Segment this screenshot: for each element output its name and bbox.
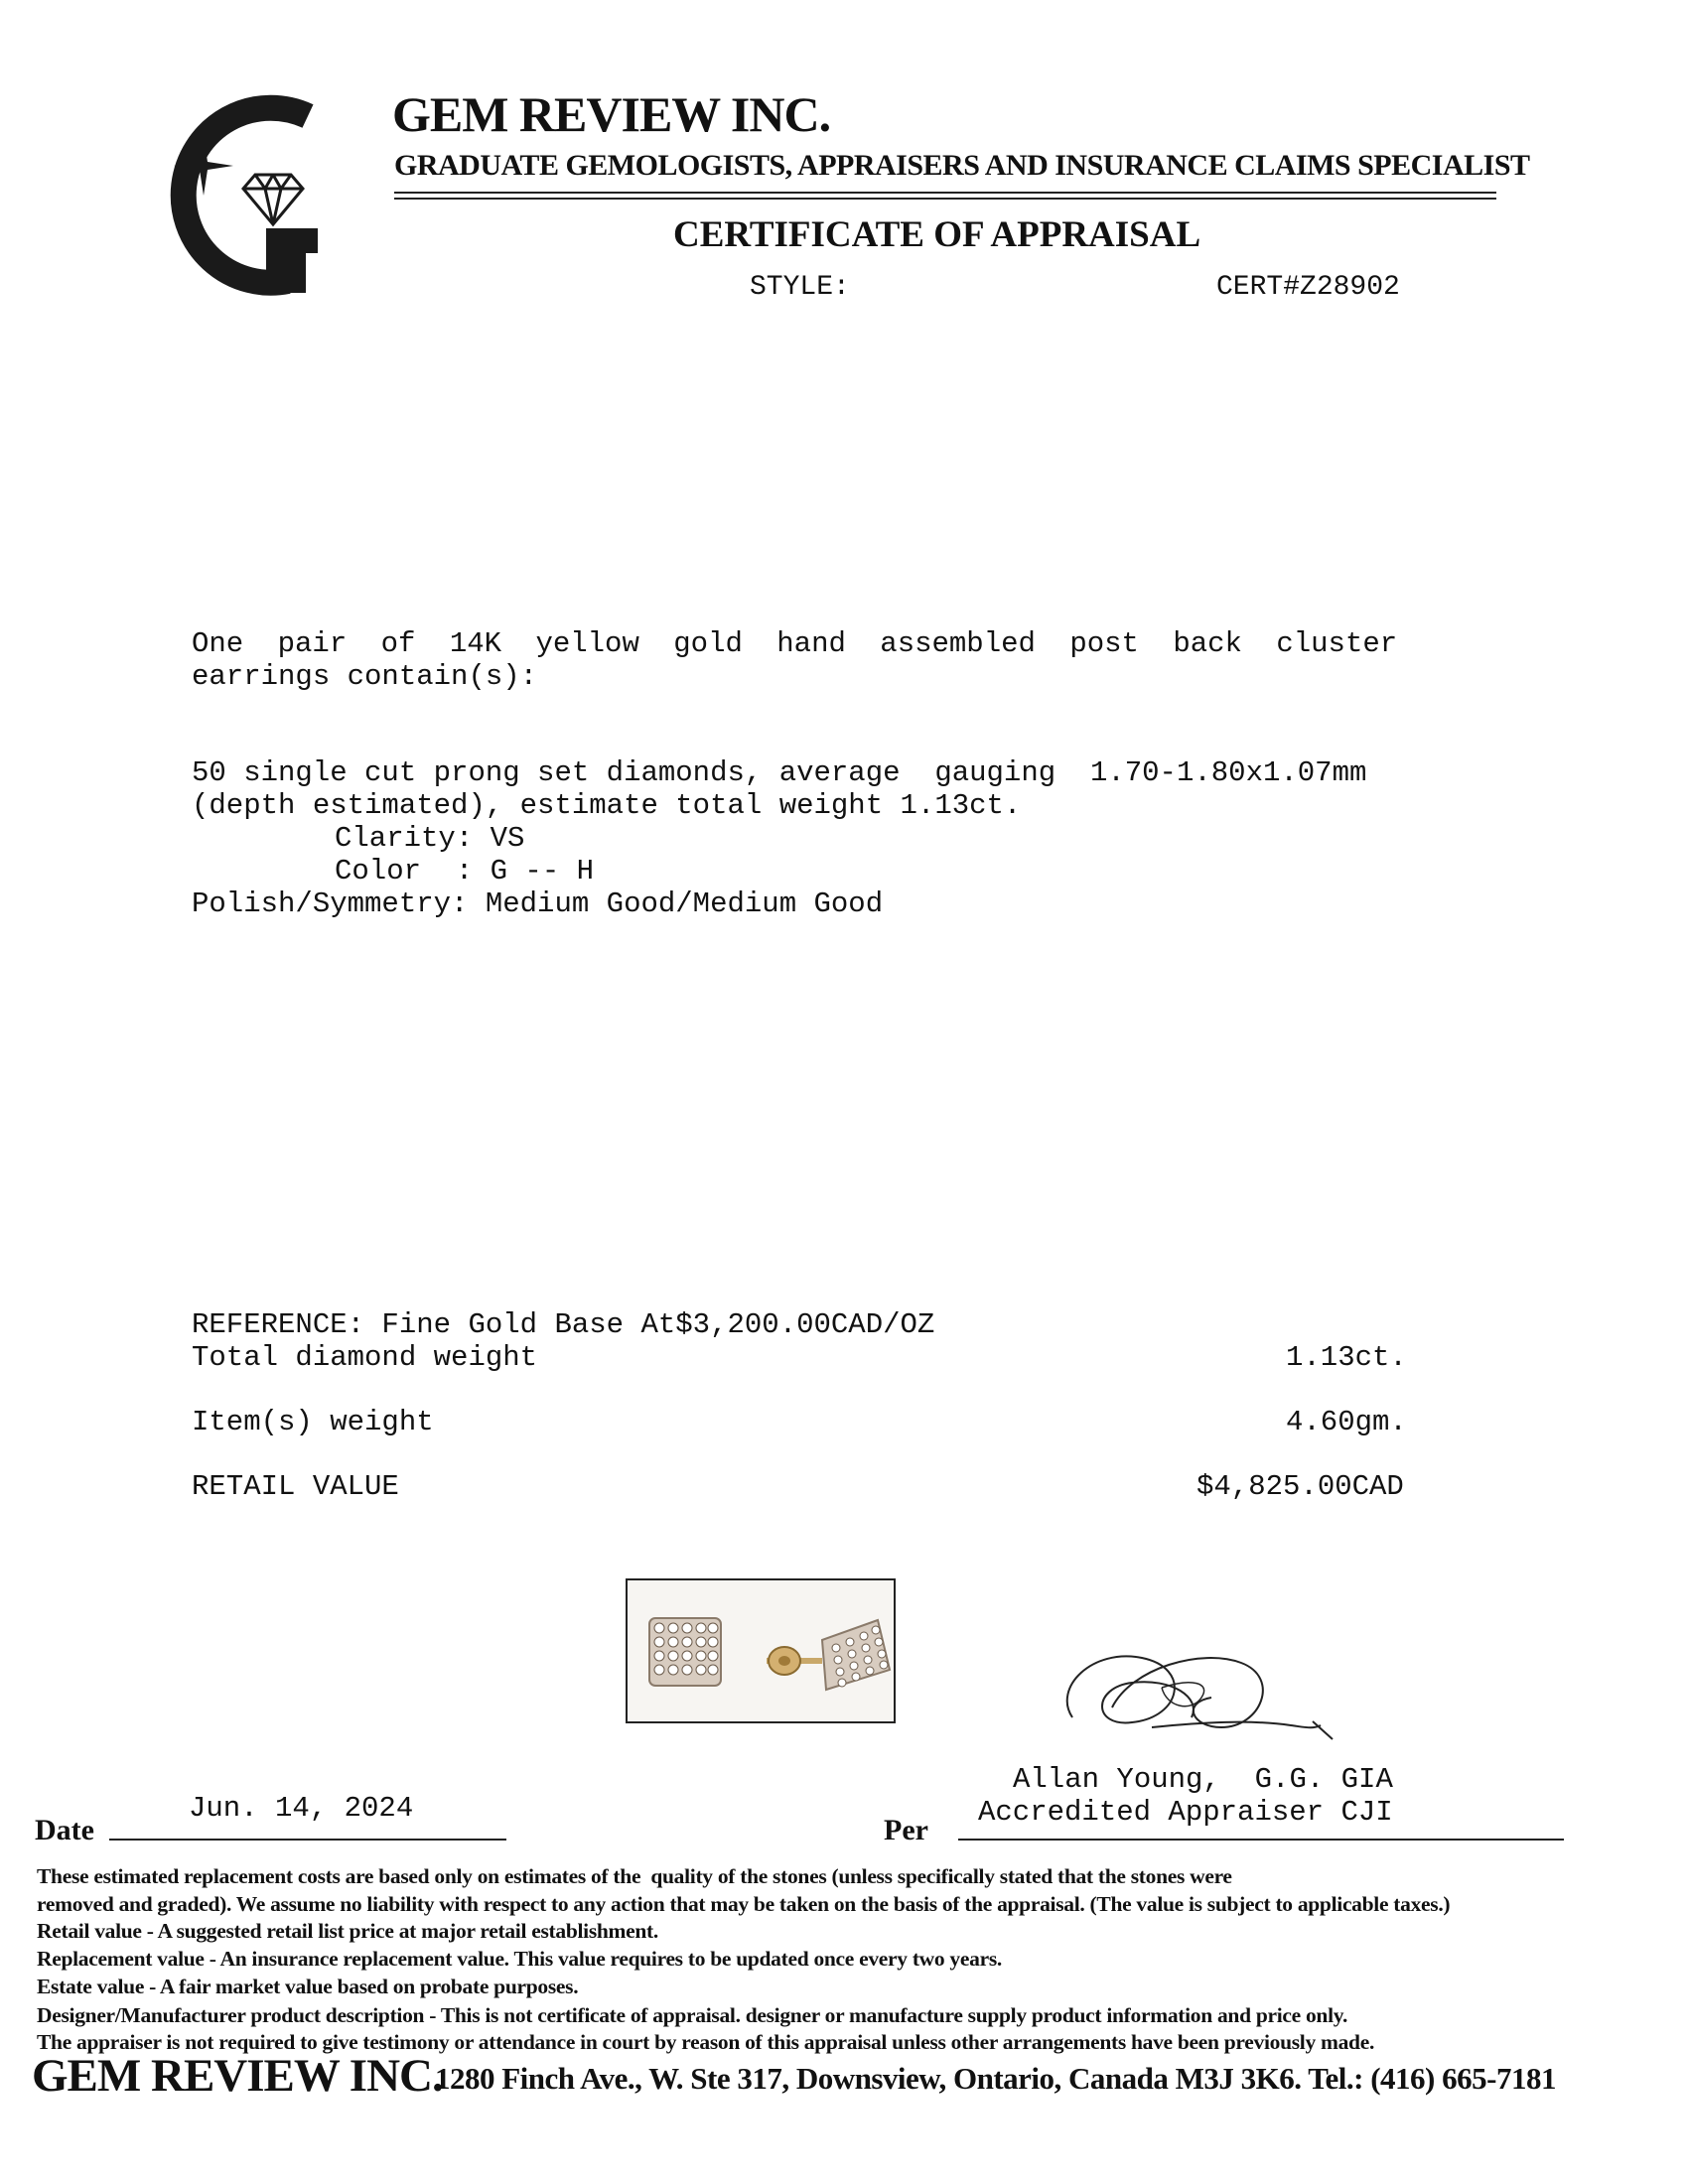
appraiser-name: Allan Young, G.G. GIA [1013, 1763, 1393, 1796]
date-signature-line [109, 1839, 506, 1841]
color-grade: Color : G -- H [335, 855, 595, 887]
disclaimer-line: Replacement value - An insurance replacement value. This value requires to be updated once every two years. [37, 1947, 1002, 1971]
certificate-title: CERTIFICATE OF APPRAISAL [673, 214, 1201, 255]
company-tagline: GRADUATE GEMOLOGISTS, APPRAISERS AND INSURANCE CLAIMS SPECIALIST [394, 149, 1530, 182]
item-description-line: earrings contain(s): [192, 660, 538, 693]
appraiser-signature [1053, 1628, 1370, 1747]
header-divider [394, 198, 1496, 200]
stones-description-line: 50 single cut prong set diamonds, average gauging 1.70-1.80x1.07mm [192, 756, 1367, 789]
footer-address: 1280 Finch Ave., W. Ste 317, Downsview, Ontario, Canada M3J 3K6. Tel.: (416) 665-7181 [435, 2061, 1556, 2096]
date-label: Date [35, 1814, 94, 1846]
clarity-grade: Clarity: VS [335, 822, 525, 855]
disclaimer-line: Retail value - A suggested retail list price at major retail establishment. [37, 1919, 658, 1943]
retail-value: $4,825.00CAD [1196, 1470, 1404, 1503]
footer-company-name: GEM REVIEW INC. [32, 2050, 443, 2102]
disclaimer-line: removed and graded). We assume no liability with respect to any action that may be taken on the basis of the appraisal. (The value is subject to applicable taxes.) [37, 1892, 1451, 1916]
stones-description-line: (depth estimated), estimate total weight 1.13ct. [192, 789, 1022, 822]
logo-g-diamond-icon [139, 94, 338, 303]
header-divider [394, 192, 1496, 194]
gold-reference: REFERENCE: Fine Gold Base At$3,200.00CAD/OZ [192, 1308, 935, 1341]
polish-symmetry-grade: Polish/Symmetry: Medium Good/Medium Good [192, 887, 884, 920]
total-diamond-weight-value: 1.13ct. [1286, 1341, 1407, 1374]
style-label: STYLE: [750, 272, 850, 303]
disclaimer-line: Designer/Manufacturer product description - This is not certificate of appraisal. designer or manufacture supply product information and price only. [37, 2003, 1348, 2027]
item-weight-value: 4.60gm. [1286, 1406, 1407, 1438]
per-signature-line [958, 1839, 1564, 1841]
appraiser-title: Accredited Appraiser CJI [978, 1796, 1393, 1829]
item-description-line: One pair of 14K yellow gold hand assembled post back cluster [192, 627, 1398, 660]
retail-value-label: RETAIL VALUE [192, 1470, 399, 1503]
disclaimer-line: The appraiser is not required to give testimony or attendance in court by reason of this appraisal unless other arrangements have been previously made. [37, 2030, 1375, 2054]
total-diamond-weight-label: Total diamond weight [192, 1341, 538, 1374]
earrings-photo [626, 1578, 896, 1723]
disclaimer-line: Estate value - A fair market value based on probate purposes. [37, 1975, 579, 1998]
date-value: Jun. 14, 2024 [189, 1792, 414, 1825]
per-label: Per [884, 1814, 928, 1846]
item-weight-label: Item(s) weight [192, 1406, 434, 1438]
disclaimer-line: These estimated replacement costs are based only on estimates of the quality of the stones (unless specifically stated that the stones were [37, 1864, 1232, 1888]
certificate-number: CERT#Z28902 [1216, 272, 1400, 303]
company-name: GEM REVIEW INC. [392, 86, 831, 142]
